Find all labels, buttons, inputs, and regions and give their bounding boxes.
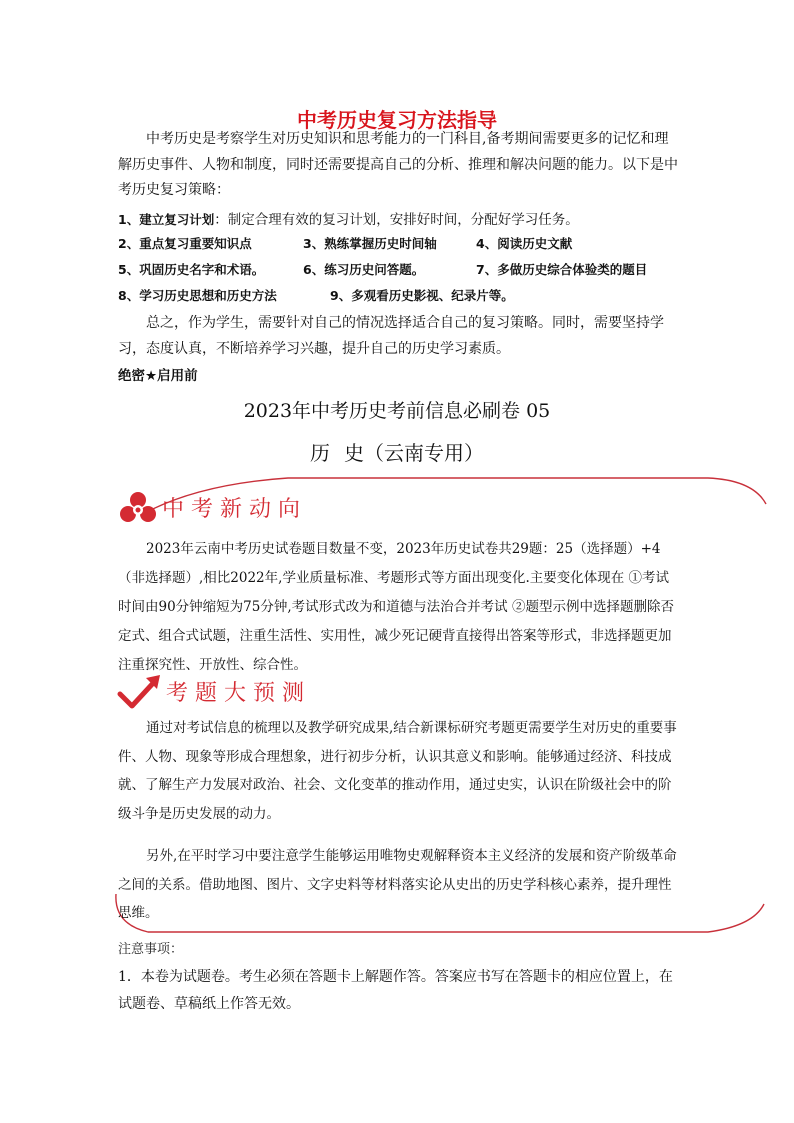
strategy-item-1-label: 1、建立复习计划 [118,212,215,227]
strategy-item-2: 2、重点复习重要知识点 [118,236,252,251]
strategy-item-9: 9、多观看历史影视、纪录片等。 [330,288,514,303]
forecast-paragraph-2: 另外,在平时学习中要注意学生能够运用唯物史观解释资本主义经济的发展和资产阶级革命之间的关系。借助地图、图片、文字史料等材料落实论从史出的历史学科核心素养，提升理性思维。 [118,848,677,921]
notes-heading: 注意事项： [118,942,184,957]
notes-item-1: 1．本卷为试题卷。考生必须在答题卡上解题作答。答案应书写在答题卡的相应位置上，在试题卷、草稿纸上作答无效。 [118,969,673,1012]
strategy-item-7: 7、多做历史综合体验类的题目 [476,262,648,277]
subject-char-1: 历 [310,441,344,465]
subject-char-2: 史 [344,441,364,465]
forecast-paragraph-1: 通过对考试信息的梳理以及教学研究成果,结合新课标研究考题更需要学生对历史的重要事件、人物、现象等形成合理想象，进行初步分析，认识其意义和影响。能够通过经济、科技成就、了解生产力发展对政治、社会、文化变革的推动作用，通过史实，认识在阶级社会中的阶级斗争是历史发展的动力。 [118,720,677,822]
strategy-item-4: 4、阅读历史文献 [476,236,573,251]
strategy-item-5: 5、巩固历史名字和术语。 [118,262,265,277]
confidential-label: 绝密★启用前 [118,368,198,384]
forecast-heading: 考题大预测 [166,681,312,706]
checkmark-arrow-icon [116,672,164,712]
strategy-row-2 [118,234,698,256]
trends-text: 2023年云南中考历史试卷题目数量不变，2023年历史试卷共29题：25（选择题）+4（非选择题）,相比2022年,学业质量标准、考题形式等方面出现变化.主要变化体现在 ①考试时间由90分钟缩短为75分钟,考试形式改为和道德与法治合并考试 ②题型示例中选择题删除否定式、组合式试题，注重生活性、实用性，减少死记硬背直接得出答案等形式，非选择题更加注重探究性、开放性、综合性。 [118,541,674,673]
guide-summary: 总之，作为学生，需要针对自己的情况选择适合自己的复习策略。同时，需要坚持学习，态度认真，不断培养学习兴趣，提升自己的历史学习素质。 [118,315,664,357]
exam-subject [0,437,794,466]
trends-heading: 中考新动向 [162,497,308,522]
exam-title: 2023年中考历史考前信息必刷卷 05 [243,400,551,422]
strategy-item-3: 3、熟练掌握历史时间轴 [303,236,437,251]
strategy-item-8: 8、学习历史思想和历史方法 [118,288,277,303]
strategy-item-1-text: ：制定合理有效的复习计划，安排好时间，分配好学习任务。 [214,212,579,228]
guide-intro: 中考历史是考察学生对历史知识和思考能力的一门科目,备考期间需要更多的记忆和理解历史事件、人物和制度，同时还需要提高自己的分析、推理和解决问题的能力。以下是中考历史复习策略： [118,131,678,198]
subject-region-note: （云南专用） [364,441,484,465]
strategy-row-3 [118,260,698,282]
strategy-item-1 [118,208,579,228]
guide-title: 中考历史复习方法指导 [297,108,497,132]
strategy-item-6: 6、练习历史问答题。 [303,262,425,277]
clover-icon [118,490,158,530]
strategy-row-4 [118,286,698,308]
